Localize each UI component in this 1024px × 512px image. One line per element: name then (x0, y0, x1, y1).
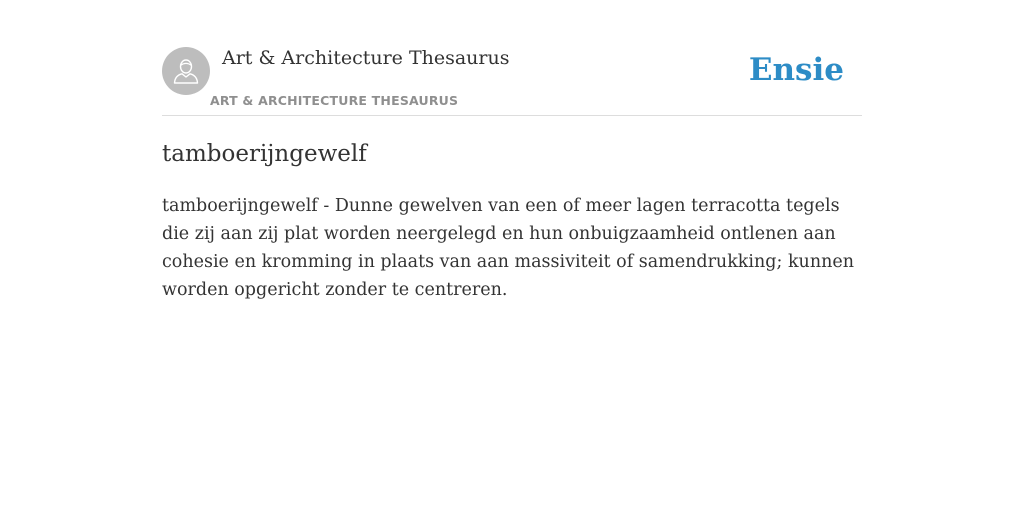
author-tag[interactable]: ART & ARCHITECTURE THESAURUS (210, 93, 459, 108)
user-icon (171, 56, 201, 86)
author-name[interactable]: Art & Architecture Thesaurus (222, 47, 510, 69)
ensie-logo[interactable]: Ensie (748, 52, 844, 88)
header (162, 0, 862, 116)
author-avatar[interactable] (162, 47, 210, 95)
entry-definition: tamboerijngewelf - Dunne gewelven van een of meer lagen terracotta tegels die zij aan zij plat worden neergelegd en hun onbuigzaamheid ontlenen aan cohesie en kromming in plaats van aan massiviteit of samendrukking; kunnen worden opgericht zonder te centreren. (162, 196, 854, 300)
entry-term: tamboerijngewelf (162, 141, 367, 167)
content-container (162, 0, 862, 300)
